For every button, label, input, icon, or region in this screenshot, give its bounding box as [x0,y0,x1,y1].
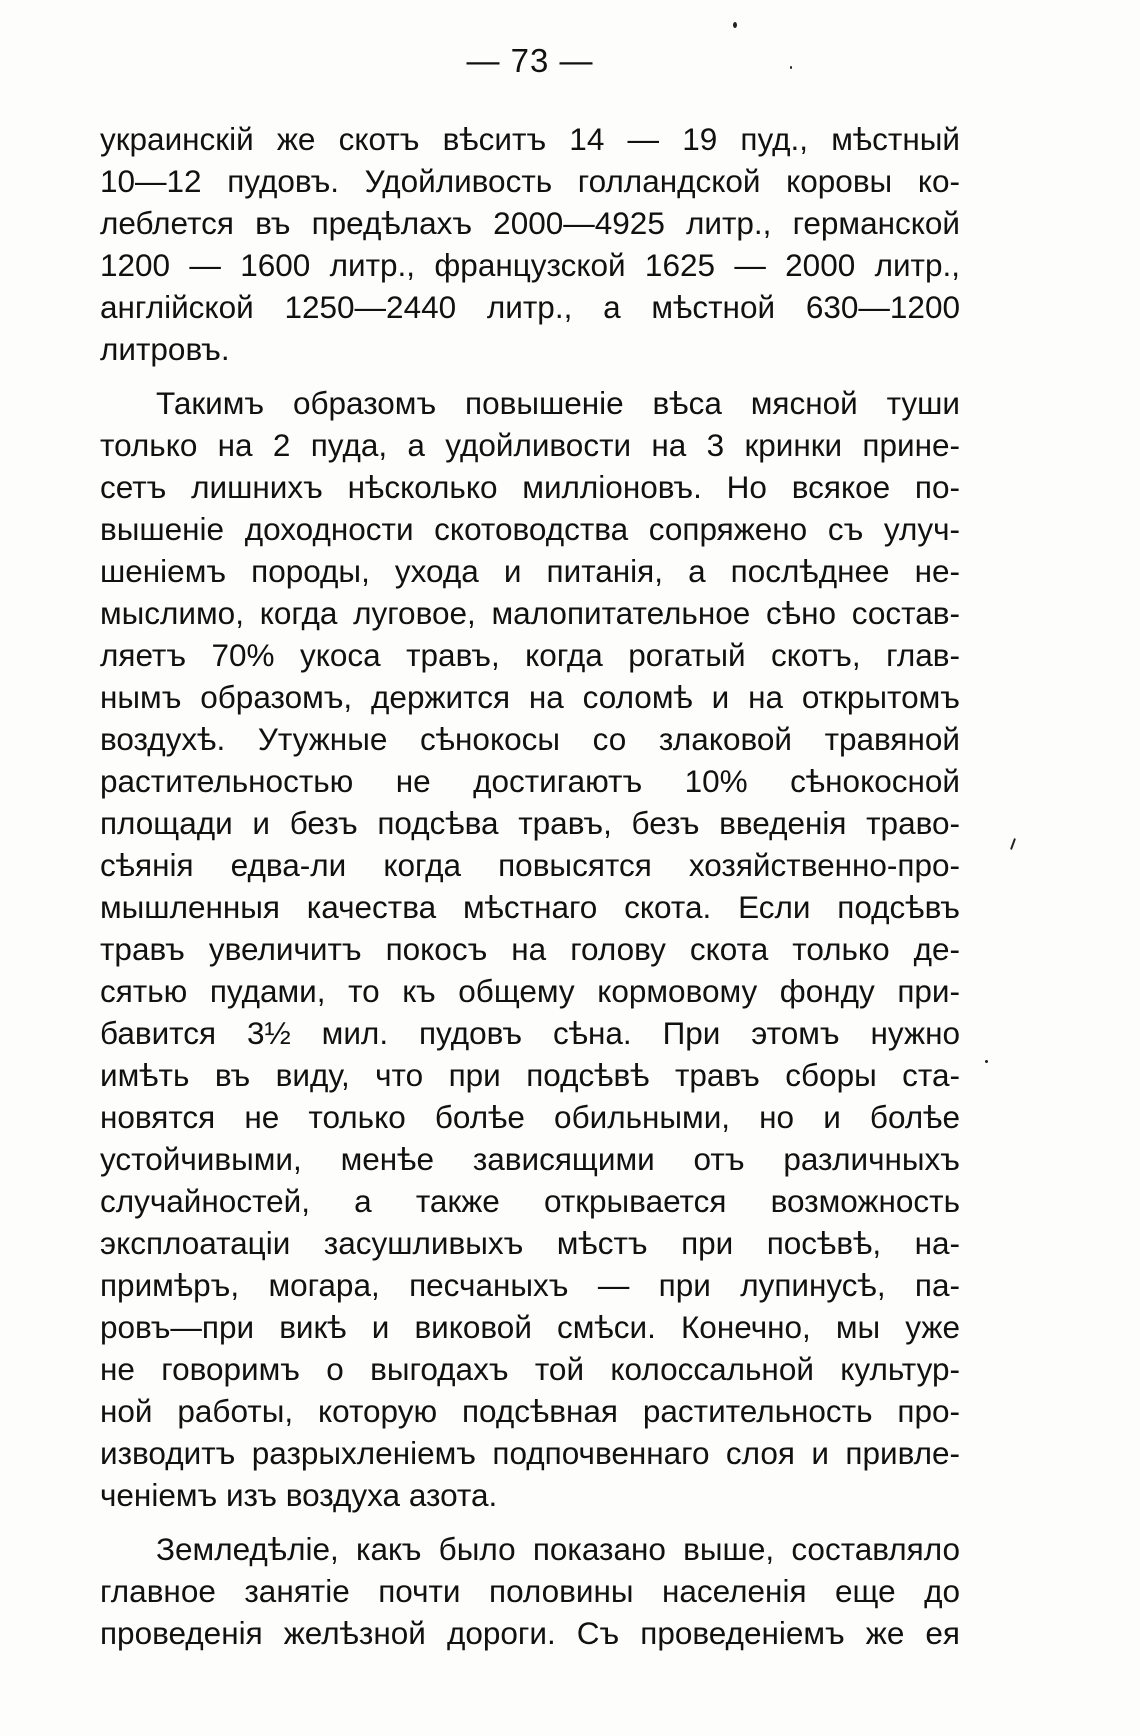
text-line: Земледѣліе, какъ было показано выше, составляло [156,1531,960,1567]
text-line: 10—12 пудовъ. Удойливость голландской коровы ко- [100,163,960,199]
scan-speck [1010,838,1016,850]
text-line: воздухѣ. Утужные сѣнокосы со злаковой травяной [100,721,960,757]
text-line: случайностей, а также открывается возможность [100,1183,960,1219]
text-line: проведенія желѣзной дороги. Съ проведеніемъ же ея [100,1615,960,1651]
text-line: литровъ. [100,331,230,367]
text-line: изводитъ разрыхленіемъ подпочвеннаго слоя и привле- [100,1435,960,1471]
text-line: ной работы, которую подсѣвная растительность про- [100,1393,960,1429]
text-line: сятью пудами, то къ общему кормовому фонду при- [100,973,960,1009]
text-line: леблется въ предѣлахъ 2000—4925 литр., германской [100,205,960,241]
text-line: Такимъ образомъ повышеніе вѣса мясной туши [156,385,960,421]
text-line: бавится 3½ мил. пудовъ сѣна. При этомъ нужно [100,1015,960,1051]
text-line: украинскій же скотъ вѣситъ 14 — 19 пуд., мѣстный [100,121,960,157]
scan-speck [985,1060,988,1063]
text-line: мыслимо, когда луговое, малопитательное сѣно состав- [100,595,960,631]
text-line: эксплоатаціи засушливыхъ мѣстъ при посѣвѣ, на- [100,1225,960,1261]
text-line: шеніемъ породы, ухода и питанія, а послѣднее не- [100,553,960,589]
text-line: главное занятіе почти половины населенія еще до [100,1573,960,1609]
text-line: только на 2 пуда, а удойливости на 3 кринки прине- [100,427,960,463]
paragraph-1 [100,118,960,370]
page-number: — 73 — [466,42,594,79]
paragraph-3 [100,1528,960,1654]
text-line: сетъ лишнихъ нѣсколько милліоновъ. Но всякое по- [100,469,960,505]
text-line: англійской 1250—2440 литр., а мѣстной 630—1200 [100,289,960,325]
body-text [100,118,960,1666]
text-line: новятся не только болѣе обильными, но и болѣе [100,1099,960,1135]
scan-speck [790,66,792,69]
text-line: площади и безъ подсѣва травъ, безъ введенія траво- [100,805,960,841]
text-line: травъ увеличитъ покосъ на голову скота только де- [100,931,960,967]
text-line: ченіемъ изъ воздуха азота. [100,1477,498,1513]
text-line: нымъ образомъ, держится на соломѣ и на открытомъ [100,679,960,715]
text-line: сѣянія едва-ли когда повысятся хозяйственно-про- [100,847,960,883]
text-line: 1200 — 1600 литр., французской 1625 — 2000 литр., [100,247,960,283]
text-line: примѣръ, могара, песчаныхъ — при лупинусѣ, па- [100,1267,960,1303]
text-line: не говоримъ о выгодахъ той колоссальной культур- [100,1351,960,1387]
text-line: растительностью не достигаютъ 10% сѣнокосной [100,763,960,799]
paragraph-2 [100,382,960,1516]
text-line: вышеніе доходности скотоводства сопряжено съ улуч- [100,511,960,547]
text-line: устойчивыми, менѣе зависящими отъ различныхъ [100,1141,960,1177]
scan-speck [733,22,737,28]
text-line: ровъ—при викѣ и виковой смѣси. Конечно, мы уже [100,1309,960,1345]
text-line: ляетъ 70% укоса травъ, когда рогатый скотъ, глав- [100,637,960,673]
text-line: мышленныя качества мѣстнаго скота. Если подсѣвъ [100,889,960,925]
text-line: имѣть въ виду, что при подсѣвѣ травъ сборы ста- [100,1057,960,1093]
